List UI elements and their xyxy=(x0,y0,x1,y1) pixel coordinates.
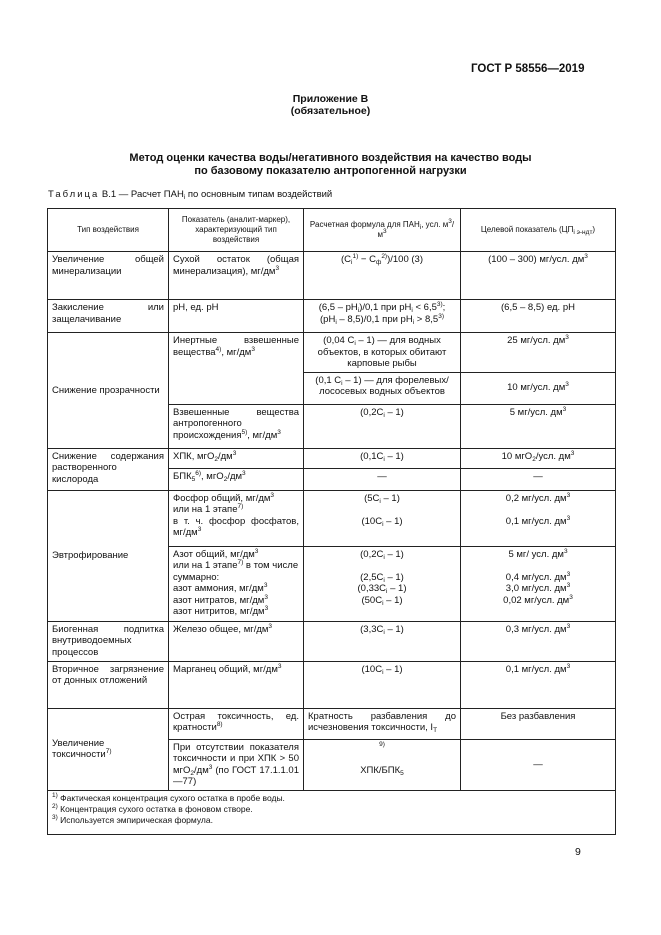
cell-indicator: ХПК, $мгО_2/дм^3$ xyxy=(169,448,304,468)
cell-type: Увеличение токсичности$^{7)}$ xyxy=(48,708,169,790)
table-row xyxy=(48,252,616,300)
footnote: $^{1)}$ Фактическая концентрация сухого остатка в пробе воды. xyxy=(52,791,285,803)
table-row xyxy=(48,300,616,333)
section-title-line1: Метод оценки качества воды/негативного воздействия на качество воды xyxy=(129,152,532,164)
cell-type: Снижение прозрачности xyxy=(48,333,169,449)
col-header-target: Целевой показатель $(ЦП_{i э-ндт})$ xyxy=(461,209,616,252)
cell-formula: $(0,2C_i - 1)$ $(2,5C_i - 1)$ $(0,33C_i - 1)$ $(50C_i - 1)$ xyxy=(304,546,461,621)
footnote: $^{3)}$ Используется эмпирическая формула. xyxy=(52,813,213,825)
cell-indicator: Острая токсичность, ед. кратности$^{8)}$ xyxy=(169,708,304,739)
col-header-formula: Расчетная формула для $ПАН_i$, усл. $м^3/м^3$ xyxy=(304,209,461,252)
standard-number: ГОСТ Р 58556—2019 xyxy=(471,63,585,75)
appendix-status: (обязательное) xyxy=(290,105,371,117)
cell-indicator: Сухой остаток (общая минерализация), $мг/дм^3$ xyxy=(169,252,304,300)
table-row xyxy=(48,621,616,661)
table-row xyxy=(48,661,616,708)
table-header-row xyxy=(48,209,616,252)
cell-indicator: Железо общее, $мг/дм^3$ xyxy=(169,621,304,661)
cell-target: 5 мг/ усл. $дм^3$ 0,4 мг/усл. $дм^3$ 3,0 мг/усл. $дм^3$ 0,02 мг/усл. $дм^3$ xyxy=(461,546,616,621)
cell-type: Снижение содержания растворенного кислорода xyxy=(48,448,169,490)
caption-label: Таблица xyxy=(48,189,100,200)
footnote: $^{2)}$ Концентрация сухого остатка в фоновом створе. xyxy=(52,802,253,814)
cell-formula: (0,04 $C_i - 1$) — для водных объектов, в которых обитают карповые рыбы xyxy=(304,333,461,373)
cell-type: Вторичное загрязнение от донных отложений xyxy=(48,661,169,708)
col-header-indicator: Показатель (аналит-маркер), характеризующий тип воздействия xyxy=(169,209,304,252)
cell-indicator: Фосфор общий, $мг/дм^3$ или на 1 этапе$^{7)}$ в т. ч. фосфор фосфатов, $мг/дм^3$ xyxy=(169,490,304,546)
cell-formula: $(10C_i - 1)$ xyxy=(304,661,461,708)
cell-formula: $(C_i^{1)} - C_ф^{2)})/100$ (3) xyxy=(304,252,461,300)
cell-target: — xyxy=(461,468,616,490)
cell-target: (6,5 – 8,5) ед. рН xyxy=(461,300,616,333)
cell-target: 0,1 мг/усл. $дм^3$ xyxy=(461,661,616,708)
cell-formula: $(6,5 - pH_i)/0,1$ при $pH_i < 6,5^{3)}$; $(pH_i - 8,5)/0,1$ при $pH_i > 8,5^{3)}$ xyxy=(304,300,461,333)
cell-type: Закисление или защелачивание xyxy=(48,300,169,333)
cell-formula: (0,1 $C_i - 1$) — для форелевых/лососевых водных объектов xyxy=(304,372,461,404)
cell-target: 10 мгО$_2$/усл. $дм^3$ xyxy=(461,448,616,468)
section-title-line2: по базовому показателю антропогенной нагрузки xyxy=(194,165,467,177)
cell-type: Эвтрофирование xyxy=(48,490,169,621)
col-header-type: Тип воздействия xyxy=(48,209,169,252)
cell-formula: — xyxy=(304,468,461,490)
caption-sub: i xyxy=(183,194,186,201)
cell-indicator: рН, ед. рН xyxy=(169,300,304,333)
caption-text: В.1 — Расчет ПАН xyxy=(101,189,184,200)
table-caption xyxy=(48,189,332,200)
cell-indicator: Марганец общий, $мг/дм^3$ xyxy=(169,661,304,708)
table-notes-row xyxy=(48,790,616,834)
cell-target: 0,3 мг/усл. $дм^3$ xyxy=(461,621,616,661)
cell-target: — xyxy=(461,739,616,790)
cell-indicator: Азот общий, $мг/дм^3$ или на 1 этапе$^{7)}$ в том числе суммарно: азот аммония, $мг/дм^3$ азот нитратов, $мг/дм^3$ азот нитритов, $мг/дм^3$ xyxy=(169,546,304,621)
cell-formula: Кратность разбавления до исчезновения токсичности, $I_T$ xyxy=(304,708,461,739)
table-row xyxy=(48,708,616,739)
page-number: 9 xyxy=(575,846,581,858)
cell-target: 10 мг/усл. $дм^3$ xyxy=(461,372,616,404)
cell-formula: $(3,3C_i - 1)$ xyxy=(304,621,461,661)
pan-table xyxy=(47,208,616,835)
cell-indicator: При отсутствии показателя токсичности и при ХПК > 50 $мгО_2/дм^3$ (по ГОСТ 17.1.1.01—77) xyxy=(169,739,304,790)
cell-target: 0,2 мг/усл. $дм^3$ 0,1 мг/усл. $дм^3$ xyxy=(461,490,616,546)
cell-target: (100 – 300) мг/усл. $дм^3$ xyxy=(461,252,616,300)
table-row xyxy=(48,490,616,546)
cell-formula: $(0,1C_i - 1)$ xyxy=(304,448,461,468)
caption-tail: по основным типам воздействий xyxy=(185,189,333,200)
cell-formula: $(0,2C_i - 1)$ xyxy=(304,404,461,448)
cell-formula: $(5C_i - 1)$ $(10C_i - 1)$ xyxy=(304,490,461,546)
cell-indicator: $БПК_5^{6)}$, $мгО_2/дм^3$ xyxy=(169,468,304,490)
cell-formula: $^{9)}$ ХПК/$БПК_5$ xyxy=(304,739,461,790)
cell-target: 5 мг/усл. $дм^3$ xyxy=(461,404,616,448)
cell-type: Увеличение общей минерализации xyxy=(48,252,169,300)
cell-target: Без разбавления xyxy=(461,708,616,739)
cell-type: Биогенная подпитка внутриводоемных процессов xyxy=(48,621,169,661)
table-notes xyxy=(48,790,616,834)
table-row xyxy=(48,448,616,468)
cell-target: 25 мг/усл. $дм^3$ xyxy=(461,333,616,373)
cell-indicator: Взвешенные вещества антропогенного происхождения$^{5)}$, $мг/дм^3$ xyxy=(169,404,304,448)
cell-indicator: Инертные взвешенные вещества$^{4)}$, $мг/дм^3$ xyxy=(169,333,304,405)
table-row xyxy=(48,333,616,373)
appendix-title: Приложение В xyxy=(292,93,369,105)
